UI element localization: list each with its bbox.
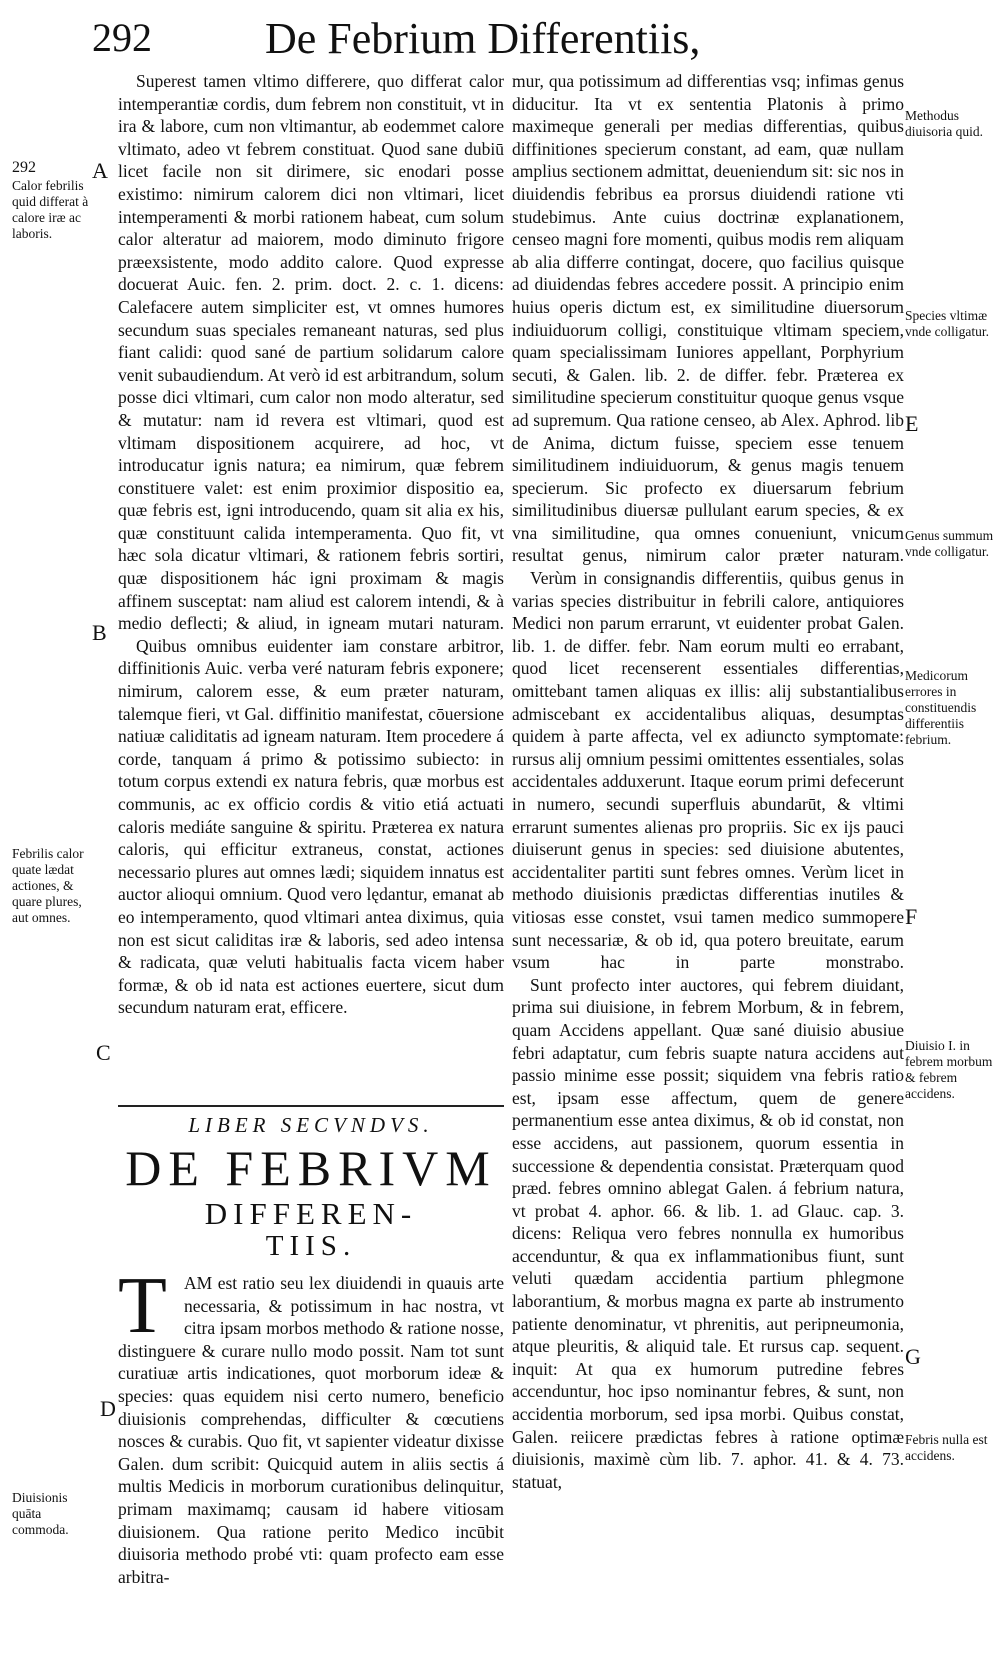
- right-column: [512, 70, 904, 1493]
- margin-note-right-5: Diuisio I. in febrem morbum & febrem accidens.: [905, 1038, 993, 1101]
- section-rule: [118, 1105, 504, 1107]
- margin-note-right-1: Methodus diuisoria quid.: [905, 108, 983, 139]
- left-column-upper: [118, 70, 504, 1019]
- right-paragraph-1: mur, qua potissimum ad differentias vsq; infimas genus diducitur. Ita vt ex sententia Platonis à primo maximeque generali per medias differentias, quibus diffinitiones specierum constant, ad eam, quæ nullam amplius sectionem admittat, deueniendum sit: sic nos in diuidendis febribus ea prorsus diuidendi ratione vti studebimus. Ante cuius doctrinæ explanationem, censeo magni fore momenti, quibus modis rem aliquam ab alia differre contingat, docere, quo facilius quisque ad diuidendas febres accedere possit. A principio enim huius operis dictum est, ex similitudine diuersorum indiuiduorum colligi, constituique vltimam speciem, quam specialissimam Iuniores appellant, Porphyrium secuti, & Galen. lib. 2. de differ. febr. Præterea ex similitudine specierum constituitur quoque genus vsque ad supremum. Qua ratione censeo, ab Alex. Aphrod. lib de Anima, dictum fuisse, speciem esse tenuem similitudinem indiuiduorum, & genus magis tenuem specierum. Sic profecto ex diuersarum febrium similitudinibus diuersæ pullulant earum species, & ex vna similitudine, qua omnes conueniunt, vnicum resultat genus, nimirum calor præter naturam.: [512, 71, 904, 566]
- margin-note-right-6: Febris nulla est accidens.: [905, 1432, 988, 1463]
- right-paragraph-2: Verùm in consignandis differentiis, quibus genus in varias species distribuitur in febrili calore, antiquiores Medici non parum errarunt, vt euidenter probat Galen. lib. 1. de differ. febr. Nam eorum multi eo errabant, quod licet recenserent essentiales differentias, omittebant tamen aliquas ex illis: alij substantialibus admiscebant ex accidentalibus aliquas, desumptas quidem à parte affecta, vel ex adiuncto symptomate: rursus alij omnium pessimi omittentes essentiales, solas accidentales adduxerunt. Itaque eorum primi defecerunt in numero, secundi superfluis abundarūt, & vltimi errarunt sumentes alienas pro propriis. Sic ex ijs pauci diuiserunt genus in species: sed diuisione abutentes, accidentaliter partiti sunt febres omnes. Verùm licet in methodo diuisionis prædictas differentias inutiles & vitiosas esse constet, vsui tamen medico summopere sunt necessariæ, & ob id, qua potero breuitate, earum vsum hac in parte monstrabo.: [512, 568, 904, 973]
- margin-note-number: 292: [12, 159, 36, 176]
- drop-cap: T: [118, 1262, 167, 1350]
- margin-note-right-3: Genus summum vnde colligatur.: [905, 528, 994, 559]
- left-column-lower: [118, 1262, 504, 1588]
- section-mark-c: C: [96, 1040, 111, 1065]
- book-title-line-3: TIIS.: [265, 1230, 357, 1262]
- left-paragraph-2: Quibus omnibus euidenter iam constare arbitror, diffinitionis Auic. verba veré naturam febris exponere; nimirum, calorem esse, & eum præter naturam, talemque fieri, vt Gal. diffinitio manifestat, cōuersione natiuæ caliditatis ad igneam naturam. Item procedere á corde, tanquam á primo & potissimo subiecto: in totum corpus extendi ex natura febris, quæ morbus est communis, ac ex officio cordis & vitio etiá actuati caloris mediáte sanguine & spiritu. Præterea ex natura caloris, qui efficitur extraneus, constat, actiones necessario plures aut omnes lædi; siquidem innatus est auctor alioqui omnium. Quod vero lędantur, emanat ab eo intemperamento, quod vltimari antea diximus, quia non est sicut caliditas iræ & laboris, sed adeo intensa & radicata, quæ veluti habitualis facta vicem haber formæ, & ob id nata est actiones euertere, sicut dum secundum naturam erat, efficere.: [118, 635, 504, 1018]
- section-mark-a: A: [92, 158, 108, 183]
- book-label: LIBER SECVNDVS.: [188, 1113, 434, 1137]
- right-paragraph-3: Sunt profecto inter auctores, qui febrem diuidant, prima sui diuisione, in febrem Morbum, & in febrem, quam Accidens appellant. Quæ sané diuisio abusiue febri adaptatur, cum febris suapte natura accidens aut passio minime esse possit; siquidem vna febris ratio est, ipsam esse affectum, quem de genere permanentium esse antea diximus, & ob id constat, non esse accidens, aut passionem, quorum essentia in successione & dependentia consistat. Præterquam quod præd. febres omnino ablegat Galen. á febrium natura, vt probat 4. aphor. 66. & lib. 1. ad Glauc. cap. 3. dicens: Reliqua vero febres nonnulla ex humoribus accenduntur, & qua ex inflammationibus fiunt, sunt veluti quædam accidentia partium phlegmone laborantium, & morbus magna ex parte ab instrumento patiente denominatur, vt phrenitis, aut peripneumonia, atque pleuritis, & aliquid tale. Et rursus cap. sequent. inquit: At qua ex humorum putredine febres accenduntur, hoc ipso nominantur febres, & sunt, non accidentia morborum, sed ipsa morbi. Quibus constat, Galen. reiicere prædictas febres à ratione optimæ diuisionis, maximè cùm lib. 7. aphor. 41. & 4. 73. statuat,: [512, 974, 904, 1492]
- left-paragraph-1: Superest tamen vltimo differere, quo differat calor intemperantiæ cordis, dum febrem non constituit, vt in ira & labore, cum non vltimantur, ab eodemmet calore vltimato, adeo vt febrem constituat. Quod sane dubiū licet facile non sit dirimere, sic enodari posse existimo: nimirum calorem dici non vltimari, licet intemperamenti & morbi rationem habeat, cum solum calor alteratur ad maiorem, modo diminuto frigore præexsistente, modo addito calore. Quod expresse docuerat Auic. fen. 2. prim. doct. 2. c. 1. dicens: Calefacere autem simpliciter est, vt omnes humores secundum suas speciales remaneant naturas, sed plus fiant calidi: quod sané de partium solidarum calore venit subaudiendum. At verò id est arbitrandum, solum posse dici vltimari, cum calor non modo alteratur, sed & mutatur: nam id revera est vltimari, quod est vltimam dispositionem acquirere, ad hoc, vt introducatur ignis natura; ea nimirum, quæ febrem constituere valet: est enim proximior dispositio ea, quæ febris est, igni introducendo, quam sit alia ex his, quæ constituunt calida intemperamenta. Quo fit, vt hæc sola dicatur vltimari, & rationem febris sortiri, quæ dispositionem hác igni proximam & magis affinem susceptat: nam aliud est calorem intendi, & à medio deflecti; & aliud, in igneam mutari naturam.: [118, 71, 504, 634]
- drop-cap-spacer: [118, 1272, 184, 1336]
- book-title-line-1: DE FEBRIVM: [125, 1140, 497, 1196]
- margin-note-left-2: Febrilis calor quate lædat actiones, & quare plures, aut omnes.: [12, 846, 84, 925]
- section-mark-g: G: [905, 1344, 921, 1369]
- left-paragraph-3-text: AM est ratio seu lex diuidendi in quauis arte necessaria, & potissimum in hac nostra, vt citra ipsam morbos methodo & ratione nosse, distinguere & curare nullo modo possit. Nam tot sunt curatiuæ artis indicationes, quot morborum ideæ & species: quas equidem nisi certo numero, beneficio diuisionis comprehendas, difficulter & cœcutiens nosces & curabis. Quo fit, vt sapienter videatur dixisse Galen. dum scribit: Quicquid autem in aliis sectis á multis Medicis in morborum curationibus delinquitur, primam maximamq; causam id habere vitiosam diuisionem. Qua ratione perito Medico incūbit diuisoria methodo probé vti: quam profecto eam esse arbitra-: [118, 1273, 504, 1587]
- margin-note-left-3: Diuisionis quāta commoda.: [12, 1490, 69, 1537]
- margin-note-right-2: Species vltimæ vnde colligatur.: [905, 308, 989, 339]
- margin-note-right-4: Medicorum errores in constituendis differentiis febrium.: [905, 668, 977, 747]
- page-number: 292: [92, 15, 152, 60]
- left-paragraph-3: [118, 1262, 504, 1588]
- book-title-line-2: DIFFEREN-: [204, 1196, 418, 1231]
- section-mark-b: B: [92, 620, 107, 645]
- section-mark-e: E: [905, 411, 919, 436]
- running-title: De Febrium Differentiis,: [265, 14, 701, 63]
- section-mark-d: D: [100, 1396, 116, 1421]
- section-mark-f: F: [905, 904, 918, 929]
- margin-note-left-1: Calor febrilis quid differat à calore iræ ac laboris.: [12, 178, 89, 241]
